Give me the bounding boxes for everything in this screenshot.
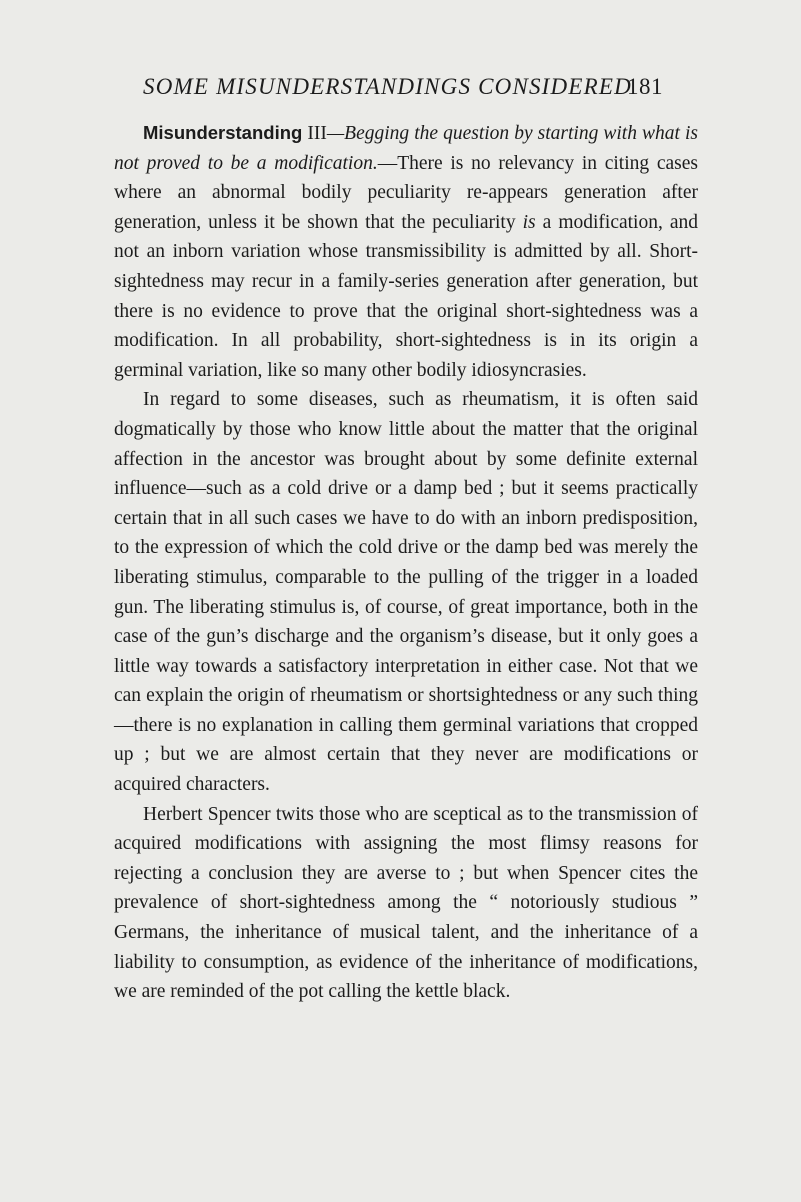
section-lead: Misunderstanding xyxy=(143,122,303,143)
page-number: 181 xyxy=(627,74,663,99)
paragraph-1-text-a: —There is no relevancy in citing cases where an abnormal bodily peculiarity re-appears generation after generation, unless it be shown that the peculiarity xyxy=(114,152,698,233)
paragraph-2: In regard to some diseases, such as rheumatism, it is often said dogmatically by those who know little about the matter that the original affection in the ancestor was brought about by some definite external influence—such as a cold drive or a damp bed ; but it seems practically certain that in all such cases we have to do with an inborn predisposition, to the expression of which the cold drive or the damp bed was merely the liberating stimulus, comparable to the pulling of the trigger in a loaded gun. The liberating stimulus is, of course, of great importance, both in the case of the gun’s discharge and the organism’s disease, but it only goes a little way towards a satisfactory interpretation in either case. Not that we can explain the origin of rheumatism or shortsightedness or any such thing—there is no explanation in calling them germinal variations that cropped up ; but we are almost certain that they never are modifications or acquired characters. xyxy=(114,389,698,796)
paragraph-1 xyxy=(114,118,698,385)
running-title: SOME MISUNDERSTANDINGS CONSIDERED xyxy=(143,74,632,99)
section-number: III xyxy=(307,123,327,144)
paragraph-3: Herbert Spencer twits those who are sceptical as to the transmission of acquired modifications with assigning the most flimsy reasons for rejecting a conclusion they are averse to ; but when Spencer cites the prevalence of short-sightedness among the “ notoriously studious ” Germans, the inheritance of musical talent, and the inheritance of a liability to consumption, as evidence of the inheritance of modifications, we are reminded of the pot calling the kettle black. xyxy=(114,803,698,1003)
paragraph-1-text-b: a modification, and not an inborn variation whose transmissibility is admitted by all. Short-sightedness may recur in a family-series generation after generation, but there is no evidence to prove that the original short-sightedness was a modification. In all probability, short-sightedness is in its origin a germinal variation, like so many other bodily idiosyncrasies. xyxy=(114,211,699,381)
section-heading-italic: —Begging the question by starting with what is not proved to be a modification. xyxy=(114,123,698,174)
body-text xyxy=(114,118,698,1007)
running-header xyxy=(143,74,663,104)
emphasis-is: is xyxy=(522,211,536,233)
